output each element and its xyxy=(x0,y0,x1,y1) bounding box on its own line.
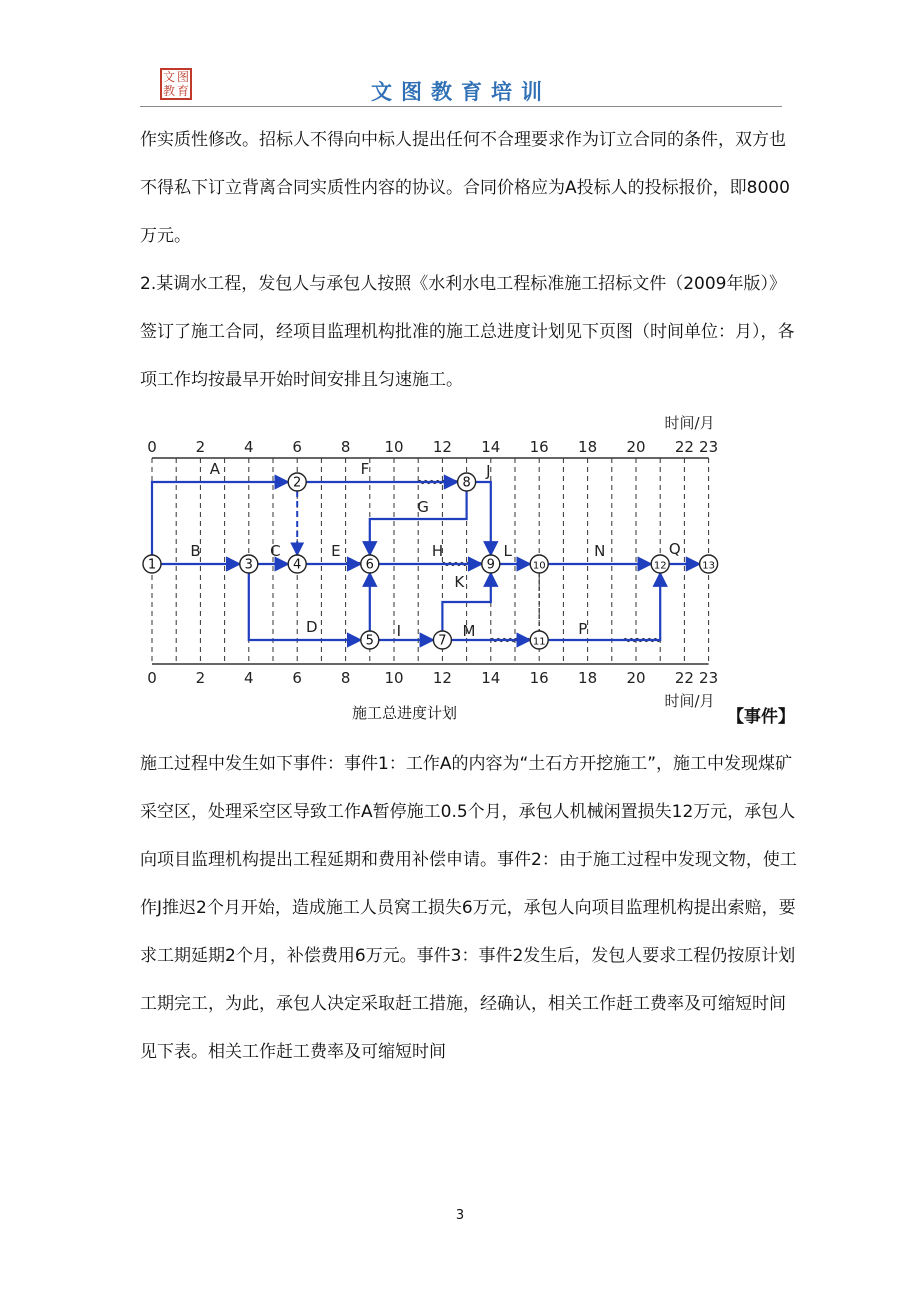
activity-label-l: L xyxy=(503,542,512,560)
activity-label-d: D xyxy=(305,618,318,636)
tick-label-top: 23 xyxy=(699,438,719,456)
tick-label-top: 0 xyxy=(147,438,157,456)
tick-label-top: 4 xyxy=(244,438,254,456)
activity-label-n: N xyxy=(594,542,606,560)
tick-label-bottom: 20 xyxy=(626,669,646,687)
tick-label-bottom: 16 xyxy=(529,669,549,687)
activity-label-k: K xyxy=(454,573,465,591)
logo-char: 文 xyxy=(163,70,176,84)
paragraph: 作实质性修改。招标人不得向中标人提出任何不合理要求作为订立合同的条件，双方也不得私下订立背离合同实质性内容的协议。合同价格应为A投标人的投标报价，即8000万元。 xyxy=(140,130,790,246)
activity-label-f: F xyxy=(360,460,370,478)
activity-label-e: E xyxy=(331,542,341,560)
tick-label-top: 18 xyxy=(578,438,598,456)
chart-caption: 施工总进度计划 xyxy=(352,704,458,722)
activity-label-j: J xyxy=(486,462,491,480)
event-node-label: 3 xyxy=(244,557,253,573)
logo-char: 育 xyxy=(177,84,190,98)
event-node-label: 10 xyxy=(532,560,546,572)
tick-label-top: 16 xyxy=(529,438,549,456)
network-diagram xyxy=(130,412,730,708)
activity-label-b: B xyxy=(190,542,201,560)
organization-name: 文图教育培训 xyxy=(371,79,551,104)
event-node-label: 4 xyxy=(293,557,302,573)
activity-label-c: C xyxy=(270,542,281,560)
tick-label-top: 20 xyxy=(626,438,646,456)
event-node-label: 2 xyxy=(293,475,302,491)
activity-label-h: H xyxy=(431,542,444,560)
tick-label-bottom: 12 xyxy=(432,669,452,687)
tick-label-top: 22 xyxy=(674,438,694,456)
activity-p xyxy=(548,573,660,640)
page-header xyxy=(140,62,782,107)
activity-label-q: Q xyxy=(668,540,681,558)
paragraph: 施工过程中发生如下事件：事件1：工作A的内容为“土石方开挖施工”，施工中发现煤矿采空区，处理采空区导致工作A暂停施工0.5个月，承包人机械闲置损失12万元，承包人向项目监理机构提出工程延期和费用补偿申请。事件2：由于施工过程中发现文物，使工作J推迟2个月开始，造成施工人员窝工损失6万元，承包人向项目监理机构提出索赔，要求工期延期2个月，补偿费用6万元。事件3：事件2发生后，发包人要求工程仍按原计划工期完工，为此，承包人决定采取赶工措施，经确认，相关工作赶工费率及可缩短时间见下表。相关工作赶工费率及可缩短时间 xyxy=(140,754,797,1062)
event-node-label: 13 xyxy=(702,560,715,572)
axis-unit-bottom: 时间/月 xyxy=(664,692,715,708)
tick-label-top: 14 xyxy=(481,438,501,456)
tick-label-bottom: 14 xyxy=(481,669,501,687)
event-node-label: 7 xyxy=(438,633,447,649)
tick-label-bottom: 10 xyxy=(384,669,404,687)
activity-label-p: P xyxy=(578,620,588,638)
event-node-label: 9 xyxy=(486,557,495,573)
tick-label-bottom: 6 xyxy=(292,669,302,687)
event-node-label: 1 xyxy=(147,557,157,573)
event-node-label: 8 xyxy=(462,475,471,491)
tick-label-bottom: 23 xyxy=(699,669,719,687)
activity-label-m: M xyxy=(462,622,476,640)
axis-unit-top: 时间/月 xyxy=(664,414,715,432)
tick-label-top: 8 xyxy=(340,438,351,456)
activity-j xyxy=(476,482,491,555)
tick-label-bottom: 18 xyxy=(578,669,598,687)
tick-label-bottom: 4 xyxy=(244,669,254,687)
paragraph: 2.某调水工程，发包人与承包人按照《水利水电工程标准施工招标文件（2009年版）》签订了施工合同，经项目监理机构批准的施工总进度计划见下页图（时间单位：月），各项工作均按最早开始时间安排且匀速施工。 xyxy=(140,274,795,390)
page-number: 3 xyxy=(455,1208,465,1223)
logo-char: 图 xyxy=(177,70,190,84)
activity-d xyxy=(249,573,361,640)
tick-label-bottom: 22 xyxy=(674,669,694,687)
tick-label-top: 6 xyxy=(292,438,302,456)
event-node-label: 11 xyxy=(532,636,546,648)
event-node-label: 5 xyxy=(365,633,374,649)
tick-label-top: 2 xyxy=(195,438,206,456)
activity-label-g: G xyxy=(417,498,429,516)
tick-label-bottom: 8 xyxy=(340,669,351,687)
section-tag: 【事件】 xyxy=(727,707,795,727)
event-node-label: 12 xyxy=(653,560,667,572)
tick-label-top: 12 xyxy=(432,438,452,456)
activity-label-i: I xyxy=(396,622,402,640)
logo-char: 教 xyxy=(163,84,176,98)
tick-label-bottom: 0 xyxy=(147,669,157,687)
activity-a xyxy=(152,482,288,555)
tick-label-top: 10 xyxy=(384,438,404,456)
activity-label-a: A xyxy=(209,460,221,478)
tick-label-bottom: 2 xyxy=(195,669,206,687)
event-node-label: 6 xyxy=(365,557,374,573)
